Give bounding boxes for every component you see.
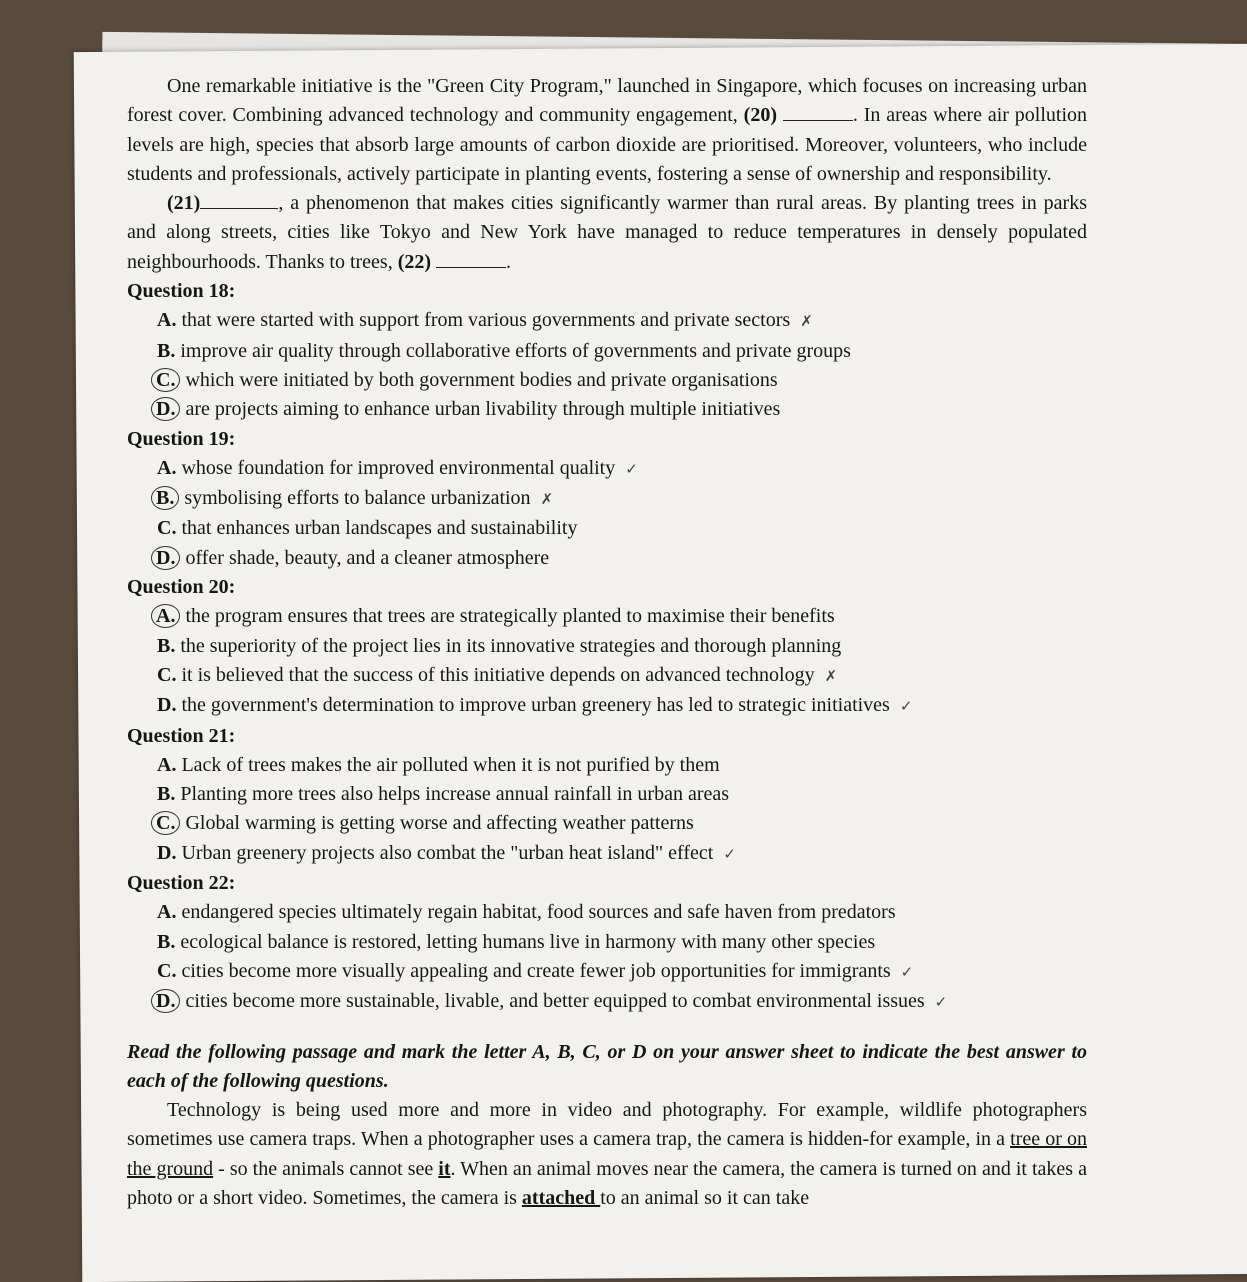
passage-paragraph-2: (21) , a phenomenon that makes cities significantly warmer than rural areas. By planting trees in parks and along streets, cities like Tokyo and New York have managed to reduce temperatures in densely populated neighbourhoods. Thanks to trees, (22) . bbox=[127, 192, 1087, 273]
question-title: Question 19: bbox=[127, 427, 236, 450]
option-a[interactable]: A. whose foundation for improved environmental quality ✓ bbox=[157, 456, 638, 479]
blank-20-line bbox=[783, 104, 853, 121]
option-c[interactable]: C. cities become more visually appealing and create fewer job opportunities for immigrants ✓ bbox=[157, 959, 914, 982]
option-c[interactable]: C. that enhances urban landscapes and sustainability bbox=[157, 517, 578, 540]
option-d[interactable]: D. are projects aiming to enhance urban livability through multiple initiatives bbox=[127, 395, 1087, 424]
option-c[interactable]: C. it is believed that the success of this initiative depends on advanced technology ✗ bbox=[157, 663, 838, 686]
option-a[interactable]: A. Lack of trees makes the air polluted when it is not purified by them bbox=[157, 753, 720, 776]
underlined-attached: attached bbox=[521, 1186, 601, 1209]
blank-22-line bbox=[436, 251, 506, 268]
option-d[interactable]: D. cities become more sustainable, livable, and better equipped to combat environmental issues ✓ bbox=[127, 987, 1087, 1017]
cross-mark-icon: ✗ bbox=[800, 312, 813, 331]
question-title: Question 22: bbox=[127, 872, 236, 895]
underlined-it: it bbox=[438, 1157, 451, 1180]
check-mark-icon: ✓ bbox=[900, 962, 914, 981]
document-content bbox=[127, 72, 1087, 1213]
option-d[interactable]: D. offer shade, beauty, and a cleaner atmosphere bbox=[127, 544, 1087, 573]
passage-2-paragraph: Technology is being used more and more in video and photography. For example, wildlife photographers sometimes use camera traps. When a photographer uses a camera trap, the camera is hidden-for example, in a tree or on the ground - so the animals cannot see it. When an animal moves near the camera, the camera is turned on and it takes a photo or a short video. Sometimes, the camera is attached to an animal so it can take bbox=[127, 1099, 1087, 1209]
blank-20-label: (20) bbox=[743, 104, 777, 127]
check-mark-icon: ✓ bbox=[723, 844, 736, 863]
cross-mark-icon: ✗ bbox=[824, 666, 838, 685]
blank-22-label: (22) bbox=[397, 250, 432, 273]
question-21 bbox=[127, 722, 1087, 869]
option-b[interactable]: B. the superiority of the project lies in its innovative strategies and thorough planning bbox=[157, 634, 842, 657]
option-a[interactable]: A. the program ensures that trees are strategically planted to maximise their benefits bbox=[127, 602, 1087, 631]
option-d[interactable]: D. the government's determination to improve urban greenery has led to strategic initiatives ✓ bbox=[157, 694, 913, 717]
option-a[interactable]: A. endangered species ultimately regain habitat, food sources and safe haven from predators bbox=[157, 901, 896, 924]
option-c[interactable]: C. Global warming is getting worse and affecting weather patterns bbox=[127, 809, 1087, 838]
option-b[interactable]: B. Planting more trees also helps increase annual rainfall in urban areas bbox=[157, 783, 730, 806]
question-19 bbox=[127, 425, 1087, 573]
blank-21-line bbox=[200, 192, 278, 209]
question-20 bbox=[127, 573, 1087, 721]
passage-paragraph-1: One remarkable initiative is the "Green City Program," launched in Singapore, which focuses on increasing urban forest cover. Combining advanced technology and community engagement, (20) . In areas where air pollution levels are high, species that absorb large amounts of carbon dioxide are prioritised. Moreover, volunteers, who include students and professionals, actively participate in planting events, fostering a sense of ownership and responsibility. bbox=[127, 75, 1088, 185]
option-a[interactable]: A. that were started with support from various governments and private sectors ✗ bbox=[157, 309, 813, 332]
blank-21-label: (21) bbox=[167, 192, 201, 215]
option-b[interactable]: B. symbolising efforts to balance urbanization ✗ bbox=[127, 484, 1087, 514]
question-title: Question 20: bbox=[127, 576, 236, 599]
option-b[interactable]: B. improve air quality through collaborative efforts of governments and private groups bbox=[157, 339, 851, 362]
check-mark-icon: ✓ bbox=[625, 459, 638, 478]
cross-mark-icon: ✗ bbox=[540, 490, 554, 509]
section-instruction: Read the following passage and mark the letter A, B, C, or D on your answer sheet to indicate the best answer to each of the following questions. bbox=[127, 1040, 1087, 1092]
check-mark-icon: ✓ bbox=[899, 697, 913, 716]
option-c[interactable]: C. which were initiated by both government bodies and private organisations bbox=[127, 366, 1087, 395]
question-18 bbox=[127, 277, 1087, 424]
option-d[interactable]: D. Urban greenery projects also combat the "urban heat island" effect ✓ bbox=[157, 841, 736, 864]
question-title: Question 18: bbox=[127, 280, 236, 303]
option-b[interactable]: B. ecological balance is restored, letting humans live in harmony with many other species bbox=[157, 930, 876, 953]
question-22 bbox=[127, 869, 1087, 1017]
check-mark-icon: ✓ bbox=[934, 993, 948, 1012]
question-title: Question 21: bbox=[127, 724, 236, 747]
